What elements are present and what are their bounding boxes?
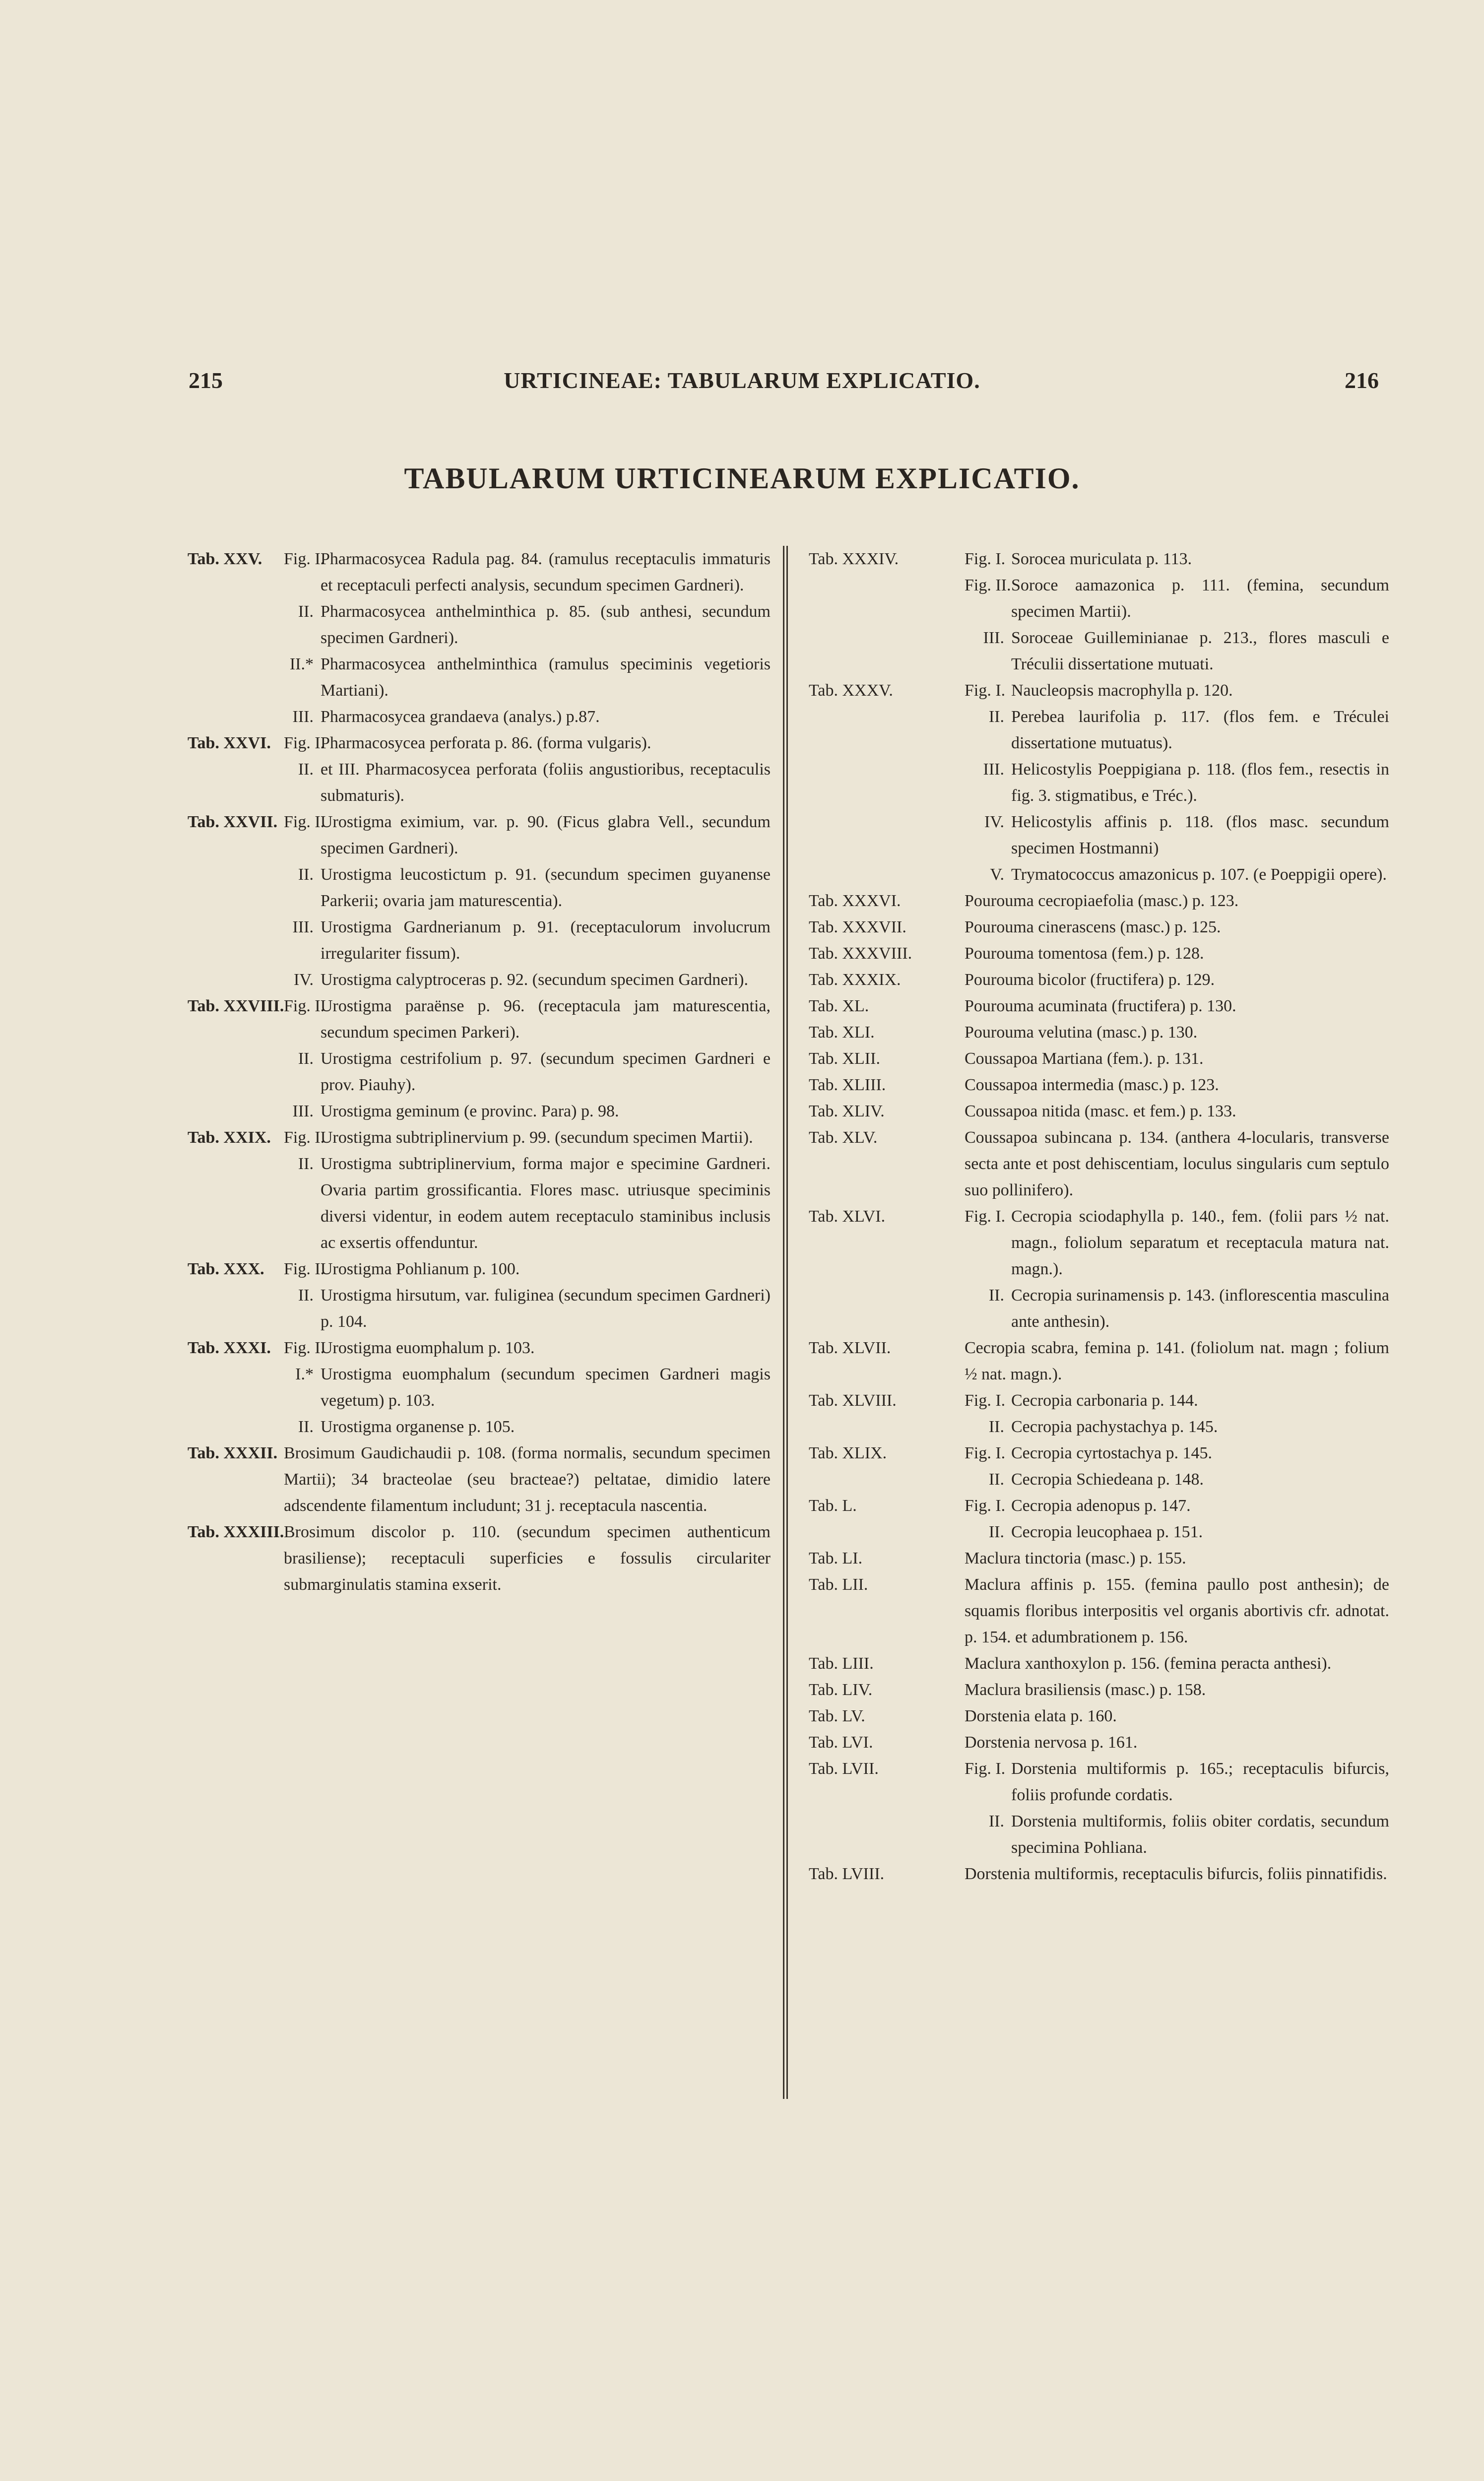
- plate-entry: [188, 1098, 771, 1124]
- plate-description: Pourouma cinerascens (masc.) p. 125.: [965, 918, 1221, 936]
- plate-entry: [809, 677, 1389, 704]
- figure-number: Fig. I.: [284, 1339, 325, 1357]
- figure-number: Fig. I.: [284, 997, 325, 1015]
- plate-description: Dorstenia multiformis, foliis obiter cordatis, secundum specimina Pohliana.: [1011, 1812, 1389, 1857]
- plate-number: [809, 572, 958, 625]
- plate-description: Pourouma velutina (masc.) p. 130.: [965, 1023, 1198, 1042]
- plate-entry: [809, 914, 1389, 940]
- plate-entry: [809, 861, 1389, 888]
- plate-number: Tab. LVI.: [809, 1733, 873, 1752]
- figure-number: Fig. I.: [965, 1497, 1006, 1515]
- plate-entry: [809, 546, 1389, 572]
- plate-number: Tab. XLIV.: [809, 1102, 885, 1120]
- plate-entry: [188, 1335, 771, 1361]
- plate-description: Urostigma subtriplinervium p. 99. (secundum specimen Martii).: [321, 1128, 753, 1147]
- plate-entry: [809, 1124, 1389, 1203]
- plate-description: Cecropia pachystachya p. 145.: [1011, 1418, 1218, 1436]
- right-column: [809, 546, 1389, 1887]
- plate-description: Brosimum Gaudichaudii p. 108. (forma normalis, secundum specimen Martii); 34 bracteolae (seu bracteae?) peltatae, dimidio latere adscendente filamentum includunt; 31 j. receptacula nascentia.: [284, 1444, 771, 1515]
- plate-description: Cecropia surinamensis p. 143. (inflorescentia masculina ante anthesin).: [1011, 1286, 1389, 1331]
- plate-number: Tab. XLII.: [809, 1049, 880, 1068]
- plate-entry: [809, 1282, 1389, 1335]
- column-divider: [783, 546, 788, 2099]
- plate-description: Cecropia leucophaea p. 151.: [1011, 1523, 1203, 1541]
- figure-number: Fig. I.: [965, 1391, 1006, 1410]
- plate-number: Tab. XXXI.: [188, 1339, 271, 1357]
- plate-number: Tab. XXIX.: [188, 1128, 271, 1147]
- plate-entry: [809, 993, 1389, 1019]
- plate-description: Dorstenia multiformis, receptaculis bifurcis, foliis pinnatifidis.: [965, 1865, 1387, 1883]
- plate-number: Tab. XXXVIII.: [809, 944, 912, 963]
- plate-number: [188, 598, 277, 651]
- running-title: URTICINEAE: TABULARUM EXPLICATIO.: [504, 368, 980, 393]
- plate-number: [188, 1151, 277, 1256]
- plate-description: Urostigma eximium, var. p. 90. (Ficus glabra Vell., secundum specimen Gardneri).: [321, 813, 771, 857]
- figure-number: V.: [990, 865, 1004, 884]
- plate-number: Tab. XXX.: [188, 1260, 264, 1278]
- plate-description: Soroce aamazonica p. 111. (femina, secundum specimen Martii).: [1011, 576, 1389, 621]
- figure-number: Fig. I.: [284, 734, 325, 752]
- plate-description: Urostigma cestrifolium p. 97. (secundum specimen Gardneri e prov. Piauhy).: [321, 1049, 771, 1094]
- plate-description: Pharmacosycea anthelminthica (ramulus speciminis vegetioris Martiani).: [321, 655, 771, 700]
- plate-number: Tab. XLV.: [809, 1128, 878, 1147]
- plate-number: Tab. LVIII.: [809, 1865, 885, 1883]
- plate-description: Helicostylis affinis p. 118. (flos masc. secundum specimen Hostmanni): [1011, 813, 1389, 857]
- plate-description: Coussapoa nitida (masc. et fem.) p. 133.: [965, 1102, 1236, 1120]
- figure-number: II.: [298, 1049, 314, 1068]
- plate-entry: [809, 1808, 1389, 1861]
- plate-description: Pourouma cecropiaefolia (masc.) p. 123.: [965, 892, 1239, 910]
- plate-entry: [809, 1545, 1389, 1571]
- plate-number: Tab. LII.: [809, 1575, 868, 1594]
- plate-number: [809, 1282, 958, 1335]
- plate-entry: [809, 1203, 1389, 1282]
- plate-description: Maclura brasiliensis (masc.) p. 158.: [965, 1681, 1206, 1699]
- plate-description: Urostigma leucostictum p. 91. (secundum specimen guyanense Parkerii; ovaria jam maturescentia).: [321, 865, 771, 910]
- plate-number: Tab. LI.: [809, 1549, 863, 1567]
- plate-number: Tab. LIII.: [809, 1654, 874, 1673]
- figure-number: Fig. I.: [965, 1760, 1006, 1778]
- plate-description: Maclura affinis p. 155. (femina paullo post anthesin); de squamis floribus interpositis vel organis abortivis cfr. adnotat. p. 154. et adumbrationem p. 156.: [965, 1575, 1389, 1646]
- plate-number: Tab. XXXIII.: [188, 1523, 284, 1541]
- plate-description: Urostigma euomphalum p. 103.: [321, 1339, 535, 1357]
- plate-description: Pourouma bicolor (fructifera) p. 129.: [965, 971, 1215, 989]
- plate-number: [188, 704, 277, 730]
- plate-entry: [188, 1414, 771, 1440]
- figure-number: Fig. I.: [284, 550, 325, 568]
- plate-number: Tab. XXXIV.: [809, 550, 899, 568]
- plate-description: Pourouma tomentosa (fem.) p. 128.: [965, 944, 1204, 963]
- plate-entry: [188, 967, 771, 993]
- figure-number: IV.: [984, 813, 1004, 831]
- figure-number: IV.: [294, 971, 314, 989]
- plate-description: Cecropia Schiedeana p. 148.: [1011, 1470, 1204, 1489]
- plate-number: Tab. LV.: [809, 1707, 865, 1725]
- figure-number: Fig. I.: [965, 1207, 1006, 1226]
- figure-number: III.: [292, 1102, 314, 1120]
- plate-description: Coussapoa subincana p. 134. (anthera 4-locularis, transverse secta ante et post dehiscentiam, loculus singularis cum septulo suo pollinifero).: [965, 1128, 1389, 1199]
- figure-number: II.: [298, 1286, 314, 1305]
- plate-entry: [809, 1335, 1389, 1387]
- plate-description: Pharmacosycea Radula pag. 84. (ramulus receptaculis immaturis et receptaculi perfecti analysis, secundum specimen Gardneri).: [321, 550, 771, 594]
- plate-number: Tab. L.: [809, 1497, 857, 1515]
- plate-number: [809, 1519, 958, 1545]
- plate-number: [809, 704, 958, 756]
- plate-number: [188, 914, 277, 967]
- plate-entry: [188, 1282, 771, 1335]
- plate-description: Cecropia scabra, femina p. 141. (foliolum nat. magn ; folium ½ nat. magn.).: [965, 1339, 1389, 1383]
- plate-description: Maclura tinctoria (masc.) p. 155.: [965, 1549, 1186, 1567]
- plate-description: Cecropia sciodaphylla p. 140., fem. (folii pars ½ nat. magn., foliolum separatum et receptacula matura nat. magn.).: [1011, 1207, 1389, 1278]
- plate-entry: [188, 914, 771, 967]
- plate-number: Tab. XXXVII.: [809, 918, 906, 936]
- left-column: [188, 546, 771, 1598]
- plate-number: Tab. XXVII.: [188, 813, 278, 831]
- plate-entry: [809, 704, 1389, 756]
- plate-description: Pharmacosycea perforata p. 86. (forma vulgaris).: [321, 734, 651, 752]
- plate-entry: [809, 1861, 1389, 1887]
- plate-entry: [809, 1493, 1389, 1519]
- figure-number: II.: [988, 1812, 1004, 1830]
- plate-number: Tab. XLI.: [809, 1023, 875, 1042]
- figure-number: I.*: [295, 1365, 314, 1383]
- plate-number: [188, 967, 277, 993]
- plate-number: [188, 1361, 277, 1414]
- plate-entry: [188, 1151, 771, 1256]
- plate-entry: [809, 1387, 1389, 1414]
- plate-entry: [809, 940, 1389, 967]
- plate-entry: [809, 1072, 1389, 1098]
- plate-entry: [188, 1519, 771, 1598]
- plate-description: Urostigma euomphalum (secundum specimen Gardneri magis vegetum) p. 103.: [321, 1365, 771, 1410]
- figure-number: II.: [298, 602, 314, 621]
- figure-number: Fig. I.: [284, 1260, 325, 1278]
- plate-entry: [188, 809, 771, 861]
- plate-entry: [188, 1045, 771, 1098]
- plate-number: [188, 861, 277, 914]
- plate-number: Tab. XLVI.: [809, 1207, 886, 1226]
- plate-description: Brosimum discolor p. 110. (secundum specimen authenticum brasiliense); receptaculi superficies e fossulis circulariter submarginulatis stamina exserit.: [284, 1523, 771, 1594]
- plate-number: Tab. XLVIII.: [809, 1391, 897, 1410]
- figure-number: II.: [988, 1418, 1004, 1436]
- plate-number: [188, 1414, 277, 1440]
- plate-entry: [809, 888, 1389, 914]
- plate-entry: [188, 1256, 771, 1282]
- plate-description: Urostigma organense p. 105.: [321, 1418, 515, 1436]
- figure-number: III.: [983, 629, 1004, 647]
- plate-description: Dorstenia nervosa p. 161.: [965, 1733, 1138, 1752]
- figure-number: II.: [988, 1523, 1004, 1541]
- figure-number: Fig. I.: [965, 1444, 1006, 1462]
- plate-entry: [809, 1019, 1389, 1045]
- plate-entry: [809, 1571, 1389, 1650]
- plate-number: [188, 651, 277, 704]
- plate-entry: [188, 651, 771, 704]
- plate-number: Tab. XXVIII.: [188, 997, 284, 1015]
- figure-number: Fig. II.: [965, 576, 1011, 594]
- plate-number: Tab. XXXVI.: [809, 892, 901, 910]
- plate-entry: [188, 730, 771, 756]
- plate-description: Sorocea muriculata p. 113.: [1011, 550, 1192, 568]
- plate-description: Urostigma calyptroceras p. 92. (secundum specimen Gardneri).: [321, 971, 748, 989]
- plate-description: Urostigma Gardnerianum p. 91. (receptaculorum involucrum irregulariter fissum).: [321, 918, 771, 963]
- plate-number: Tab. XXXV.: [809, 681, 893, 700]
- plate-entry: [188, 756, 771, 809]
- plate-entry: [809, 1677, 1389, 1703]
- plate-entry: [188, 1361, 771, 1414]
- plate-description: Trymatococcus amazonicus p. 107. (e Poeppigii opere).: [1011, 865, 1387, 884]
- plate-number: [809, 1466, 958, 1493]
- plate-description: Urostigma geminum (e provinc. Para) p. 98.: [321, 1102, 619, 1120]
- plate-description: et III. Pharmacosycea perforata (foliis angustioribus, receptaculis submaturis).: [321, 760, 771, 805]
- plate-description: Pourouma acuminata (fructifera) p. 130.: [965, 997, 1236, 1015]
- plate-number: [809, 861, 958, 888]
- plate-description: Helicostylis Poeppigiana p. 118. (flos fem., resectis in fig. 3. stigmatibus, e Tréc.).: [1011, 760, 1389, 805]
- plate-entry: [809, 1756, 1389, 1808]
- plate-number: [809, 1414, 958, 1440]
- plate-number: [188, 756, 277, 809]
- plate-entry: [809, 756, 1389, 809]
- figure-number: II.: [988, 1470, 1004, 1489]
- plate-number: [188, 1098, 277, 1124]
- page-title: TABULARUM URTICINEARUM EXPLICATIO.: [404, 462, 1080, 495]
- plate-entry: [809, 1414, 1389, 1440]
- plate-number: Tab. XXXIX.: [809, 971, 901, 989]
- plate-entry: [809, 1466, 1389, 1493]
- figure-number: II.: [298, 1418, 314, 1436]
- plate-description: Maclura xanthoxylon p. 156. (femina peracta anthesi).: [965, 1654, 1332, 1673]
- plate-entry: [809, 625, 1389, 677]
- plate-description: Urostigma subtriplinervium, forma major e specimine Gardneri. Ovaria partim grossificantia. Flores masc. utriusque speciminis diversi videntur, in eodem autem receptaculo staminibus inclusis ac exsertis offenduntur.: [321, 1155, 771, 1252]
- figure-number: III.: [292, 918, 314, 936]
- plate-number: Tab. XL.: [809, 997, 869, 1015]
- plate-description: Naucleopsis macrophylla p. 120.: [1011, 681, 1233, 700]
- figure-number: II.: [988, 1286, 1004, 1305]
- plate-number: Tab. XXXII.: [188, 1444, 278, 1462]
- plate-description: Pharmacosycea anthelminthica p. 85. (sub anthesi, secundum specimen Gardneri).: [321, 602, 771, 647]
- page-number-right: 216: [1345, 368, 1379, 393]
- plate-entry: [809, 1703, 1389, 1729]
- figure-number: II.: [298, 1155, 314, 1173]
- plate-entry: [809, 1650, 1389, 1677]
- plate-entry: [188, 861, 771, 914]
- figure-number: III.: [292, 708, 314, 726]
- plate-description: Pharmacosycea grandaeva (analys.) p.87.: [321, 708, 600, 726]
- plate-number: [809, 756, 958, 809]
- plate-description: Cecropia cyrtostachya p. 145.: [1011, 1444, 1213, 1462]
- plate-number: [809, 625, 958, 677]
- plate-entry: [188, 598, 771, 651]
- plate-entry: [188, 1440, 771, 1519]
- plate-entry: [809, 1519, 1389, 1545]
- plate-number: [809, 1808, 958, 1861]
- plate-entry: [188, 1124, 771, 1151]
- plate-entry: [809, 809, 1389, 861]
- plate-entry: [188, 704, 771, 730]
- figure-number: II.: [988, 708, 1004, 726]
- figure-number: Fig. I.: [284, 1128, 325, 1147]
- plate-number: [188, 1045, 277, 1098]
- plate-entry: [809, 967, 1389, 993]
- figure-number: Fig. I.: [965, 681, 1006, 700]
- plate-number: Tab. LVII.: [809, 1760, 879, 1778]
- plate-description: Urostigma paraënse p. 96. (receptacula jam maturescentia, secundum specimen Parkeri).: [321, 997, 771, 1042]
- plate-description: Perebea laurifolia p. 117. (flos fem. e Tréculei dissertatione mutuatus).: [1011, 708, 1389, 752]
- plate-number: [809, 809, 958, 861]
- plate-description: Cecropia adenopus p. 147.: [1011, 1497, 1191, 1515]
- figure-number: III.: [983, 760, 1004, 779]
- plate-number: [188, 1282, 277, 1335]
- plate-entry: [188, 993, 771, 1045]
- plate-description: Coussapoa Martiana (fem.). p. 131.: [965, 1049, 1204, 1068]
- plate-description: Urostigma Pohlianum p. 100.: [321, 1260, 520, 1278]
- plate-number: Tab. XXV.: [188, 550, 262, 568]
- plate-entry: [809, 1098, 1389, 1124]
- page-number-left: 215: [189, 368, 223, 393]
- figure-number: II.: [298, 865, 314, 884]
- plate-entry: [809, 572, 1389, 625]
- plate-description: Soroceae Guilleminianae p. 213., flores masculi e Tréculii dissertatione mutuati.: [1011, 629, 1389, 673]
- plate-entry: [809, 1729, 1389, 1756]
- figure-number: Fig. I.: [284, 813, 325, 831]
- plate-description: Dorstenia elata p. 160.: [965, 1707, 1117, 1725]
- figure-number: II.: [298, 760, 314, 779]
- plate-entry: [809, 1045, 1389, 1072]
- plate-entry: [809, 1440, 1389, 1466]
- plate-description: Cecropia carbonaria p. 144.: [1011, 1391, 1198, 1410]
- plate-number: Tab. XLIII.: [809, 1076, 886, 1094]
- plate-description: Urostigma hirsutum, var. fuliginea (secundum specimen Gardneri) p. 104.: [321, 1286, 771, 1331]
- plate-number: Tab. XLIX.: [809, 1444, 887, 1462]
- plate-description: Dorstenia multiformis p. 165.; receptaculis bifurcis, foliis profunde cordatis.: [1011, 1760, 1389, 1804]
- plate-number: Tab. LIV.: [809, 1681, 873, 1699]
- plate-entry: [188, 546, 771, 598]
- figure-number: II.*: [289, 655, 314, 673]
- plate-number: Tab. XLVII.: [809, 1339, 891, 1357]
- plate-number: Tab. XXVI.: [188, 734, 271, 752]
- figure-number: Fig. I.: [965, 550, 1006, 568]
- plate-description: Coussapoa intermedia (masc.) p. 123.: [965, 1076, 1219, 1094]
